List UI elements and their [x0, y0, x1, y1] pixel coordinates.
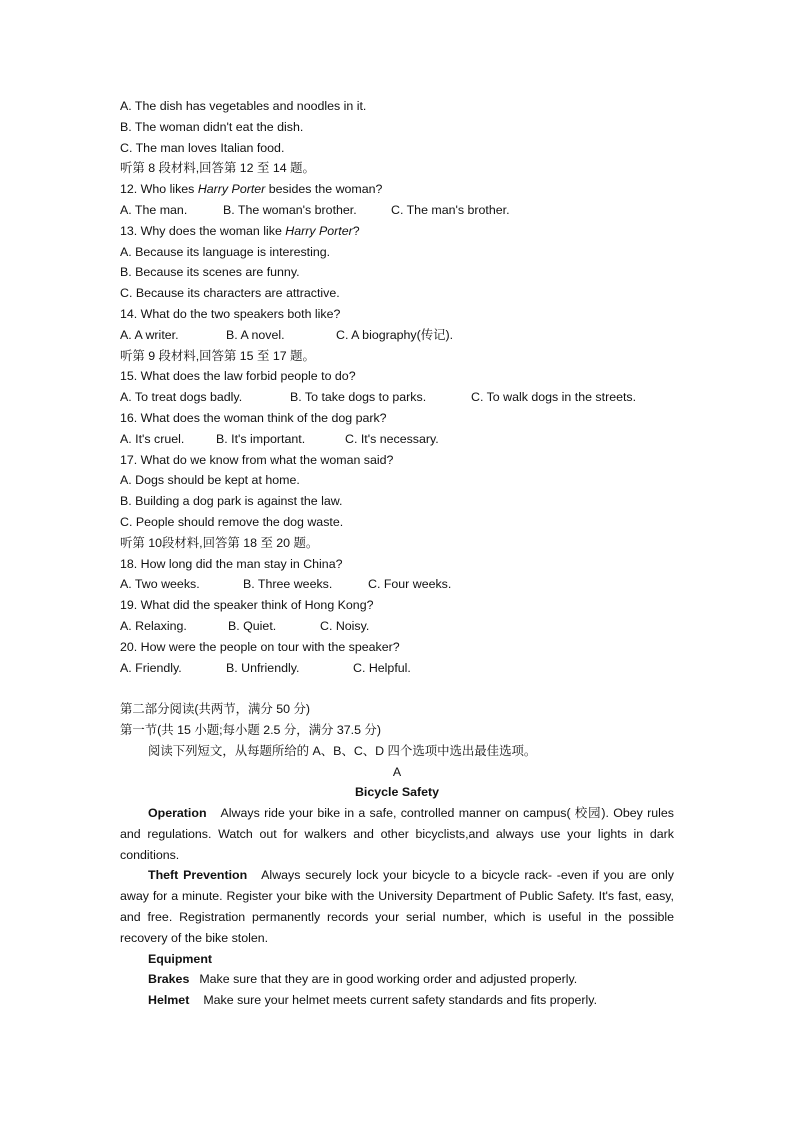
- q16-option-c: C. It's necessary.: [345, 431, 439, 446]
- q18-option-b: B. Three weeks.: [243, 577, 333, 592]
- q15-option-c: C. To walk dogs in the streets.: [471, 390, 637, 405]
- q12-option-b: B. The woman's brother.: [223, 202, 357, 217]
- q17-option-a: A. Dogs should be kept at home.: [120, 473, 300, 488]
- q20-option-c: C. Helpful.: [353, 660, 411, 675]
- helmet-text: Make sure your helmet meets current safety standards and fits properly.: [203, 993, 598, 1008]
- q14-option-c: C. A biography(传记).: [336, 327, 454, 342]
- q13-option-b: B. Because its scenes are funny.: [120, 265, 300, 280]
- q12-question: [120, 179, 674, 200]
- q15-option-b: B. To take dogs to parks.: [290, 390, 427, 405]
- q11-option-a: A. The dish has vegetables and noodles in it.: [120, 99, 367, 113]
- passage-label: A: [392, 764, 402, 779]
- q14-option-a: A. A writer.: [120, 327, 179, 342]
- q13-book-title: Harry Porter: [285, 223, 353, 238]
- q15-options: [120, 387, 674, 408]
- q12-options: [120, 200, 674, 221]
- part-2-title: 第二部分阅读(共两节，满分 50 分): [120, 702, 310, 717]
- q15-option-a: A. To treat dogs badly.: [120, 390, 243, 405]
- q16-question: 16. What does the woman think of the dog park?: [120, 410, 387, 425]
- q12-option-a: A. The man.: [120, 202, 188, 217]
- section-1-title: 第一节(共 15 小题;每小题 2.5 分，满分 37.5 分): [120, 722, 381, 737]
- q12-text-after: besides the woman?: [265, 182, 383, 197]
- helmet-heading: Helmet: [148, 993, 190, 1008]
- section-9-instruction: 听第 9 段材料,回答第 15 至 17 题。: [120, 348, 315, 363]
- operation-paragraph: [120, 803, 674, 865]
- theft-prevention-paragraph: [120, 865, 674, 948]
- q12-text-before: 12. Who likes: [120, 182, 198, 197]
- blank-line: [120, 678, 674, 699]
- q11-option-c: C. The man loves Italian food.: [120, 140, 285, 155]
- q12-book-title: Harry Porter: [197, 182, 266, 197]
- equipment-heading: Equipment: [148, 951, 213, 966]
- section-8-instruction: 听第 8 段材料,回答第 12 至 14 题。: [120, 161, 315, 176]
- q14-option-b: B. A novel.: [226, 327, 285, 342]
- passage-title: Bicycle Safety: [354, 785, 440, 800]
- q11-option-b: B. The woman didn't eat the dish.: [120, 119, 304, 134]
- theft-prevention-text: Always securely lock your bicycle to a bicycle rack- -even if you are only away for a minute. Register your bike with the University Department of Public Safety. It's fast, easy, and free. Registration permanently records your serial number, which is useful in the possible recovery of the bike stolen.: [120, 868, 674, 945]
- q15-question: 15. What does the law forbid people to do?: [120, 369, 356, 384]
- q17-option-b: B. Building a dog park is against the law.: [120, 494, 343, 509]
- q17-question: 17. What do we know from what the woman said?: [120, 452, 394, 467]
- q18-option-a: A. Two weeks.: [120, 577, 200, 592]
- q20-option-b: B. Unfriendly.: [226, 660, 300, 675]
- q19-question: 19. What did the speaker think of Hong Kong?: [120, 598, 374, 613]
- brakes-heading: Brakes: [148, 972, 190, 987]
- theft-prevention-heading: Theft Prevention: [148, 868, 248, 883]
- q19-options: [120, 616, 674, 637]
- q18-question: 18. How long did the man stay in China?: [120, 556, 343, 571]
- brakes-text: Make sure that they are in good working order and adjusted properly.: [199, 972, 578, 987]
- q13-option-a: A. Because its language is interesting.: [120, 244, 331, 259]
- q19-option-a: A. Relaxing.: [120, 618, 187, 633]
- q18-options: [120, 574, 674, 595]
- q14-question: 14. What do the two speakers both like?: [120, 306, 341, 321]
- operation-heading: Operation: [148, 806, 207, 821]
- helmet-line: [120, 990, 674, 1011]
- section-10-instruction: 听第 10段材料,回答第 18 至 20 题。: [120, 535, 319, 550]
- q20-option-a: A. Friendly.: [120, 660, 182, 675]
- q20-options: [120, 658, 674, 679]
- q13-question: [120, 221, 674, 242]
- document-page: [120, 96, 674, 1011]
- q18-option-c: C. Four weeks.: [368, 577, 452, 592]
- q16-option-a: A. It's cruel.: [120, 431, 185, 446]
- brakes-line: [120, 969, 674, 990]
- q13-text-after: ?: [352, 223, 360, 238]
- q12-option-c: C. The man's brother.: [391, 202, 510, 217]
- reading-instructions: 阅读下列短文，从每题所给的 A、B、C、D 四个选项中选出最佳选项。: [148, 743, 537, 758]
- q14-options: [120, 325, 674, 346]
- q13-text-before: 13. Why does the woman like: [120, 223, 286, 238]
- q16-options: [120, 429, 674, 450]
- operation-text: Always ride your bike in a safe, controlled manner on campus( 校园). Obey rules and regulations. Watch out for walkers and other bicyclists,and always use your lights in dark conditions.: [120, 806, 674, 862]
- q19-option-b: B. Quiet.: [228, 618, 277, 633]
- q17-option-c: C. People should remove the dog waste.: [120, 514, 344, 529]
- q19-option-c: C. Noisy.: [320, 618, 370, 633]
- q20-question: 20. How were the people on tour with the speaker?: [120, 639, 400, 654]
- q16-option-b: B. It's important.: [216, 431, 306, 446]
- q13-option-c: C. Because its characters are attractive.: [120, 286, 340, 301]
